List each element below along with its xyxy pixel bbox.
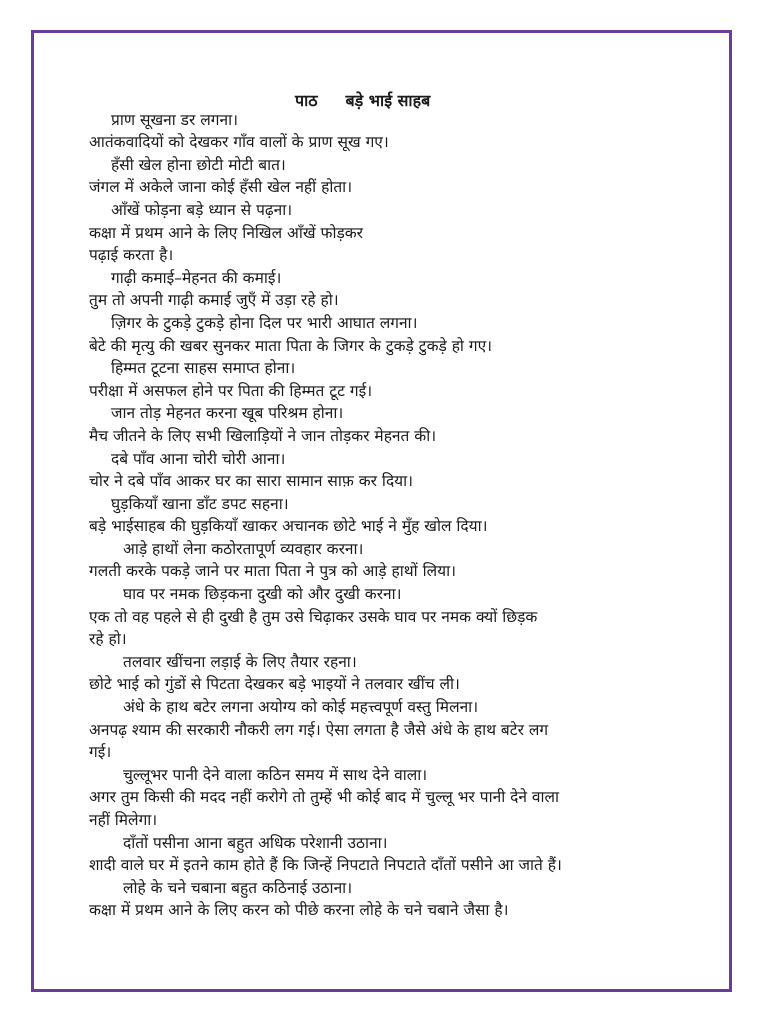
idiom-meaning-line: अंधे के हाथ बटेर लगना अयोग्य को कोई महत्त्वपूर्ण वस्तु मिलना। (123, 698, 479, 717)
example-sentence-line: छोटे भाई को गुंडों से पिटता देखकर बड़े भाइयों ने तलवार खींच ली। (89, 675, 460, 694)
idiom-meaning-line: आड़े हाथों लेना कठोरतापूर्ण व्यवहार करना। (123, 539, 364, 558)
idiom-meaning-line: चुल्लूभर पानी देने वाला कठिन समय में साथ देने वाला। (123, 765, 428, 784)
example-sentence-line: अगर तुम किसी की मदद नहीं करोगे तो तुम्हें भी कोई बाद में चुल्लू भर पानी देने वाला (89, 788, 560, 807)
example-sentence-line: मैच जीतने के लिए सभी खिलाड़ियों ने जान तोड़कर मेहनत की। (89, 426, 437, 445)
lesson-label: पाठ (295, 91, 318, 110)
example-sentence-line: पढ़ाई करता है। (89, 246, 174, 265)
idiom-meaning-line: ज़िगर के टुकड़े टुकड़े होना दिल पर भारी आघात लगना। (111, 313, 418, 332)
idiom-meaning-line: दाँतों पसीना आना बहुत अधिक परेशानी उठाना। (123, 833, 388, 852)
idiom-meaning-line: लोहे के चने चबाना बहुत कठिनाई उठाना। (123, 878, 353, 897)
idiom-meaning-line: घुड़कियाँ खाना डाँट डपट सहना। (111, 494, 289, 513)
example-sentence-line: गलती करके पकड़े जाने पर माता पिता ने पुत्र को आड़े हाथों लिया। (89, 562, 457, 581)
example-sentence-line: आतंकवादियों को देखकर गाँव वालों के प्राण सूख गए। (89, 133, 389, 152)
example-sentence-line: बड़े भाईसाहब की घुड़कियाँ खाकर अचानक छोटे भाई ने मुँह खोल दिया। (89, 517, 488, 536)
example-sentence-line: अनपढ़ श्याम की सरकारी नौकरी लग गई। ऐसा लगता है जैसे अंधे के हाथ बटेर लग (89, 720, 549, 739)
example-sentence-line: जंगल में अकेले जाना कोई हँसी खेल नहीं होता। (89, 178, 353, 197)
idiom-meaning-line: घाव पर नमक छिड़कना दुखी को और दुखी करना। (123, 585, 402, 604)
example-sentence-line: एक तो वह पहले से ही दुखी है तुम उसे चिढ़ाकर उसके घाव पर नमक क्यों छिड़क (89, 607, 538, 626)
idiom-meaning-line: आँखें फोड़ना बड़े ध्यान से पढ़ना। (111, 200, 293, 219)
example-sentence-line: गई। (89, 743, 112, 762)
example-sentence-line: बेटे की मृत्यु की खबर सुनकर माता पिता के जिगर के टुकड़े टुकड़े हो गए। (89, 336, 493, 355)
example-sentence-line: कक्षा में प्रथम आने के लिए निखिल आँखें फोड़कर (89, 223, 363, 242)
example-sentence-line: तुम तो अपनी गाढ़ी कमाई जुएँ में उड़ा रहे हो। (89, 291, 339, 310)
example-sentence-line: शादी वाले घर में इतने काम होते हैं कि जिन्हें निपटाते निपटाते दाँतों पसीने आ जाते हैं। (89, 856, 562, 875)
lesson-name: बड़े भाई साहब (345, 91, 431, 110)
idiom-meaning-line: दबे पाँव आना चोरी चोरी आना। (111, 449, 286, 468)
idiom-meaning-line: हँसी खेल होना छोटी मोटी बात। (111, 155, 286, 174)
idiom-meaning-line: जान तोड़ मेहनत करना खूब परिश्रम होना। (111, 404, 344, 423)
example-sentence-line: चोर ने दबे पाँव आकर घर का सारा सामान साफ़ कर दिया। (89, 472, 414, 491)
idiom-meaning-line: गाढ़ी कमाई–मेहनत की कमाई। (111, 268, 282, 287)
idioms-content (89, 109, 689, 922)
example-sentence-line: कक्षा में प्रथम आने के लिए करन को पीछे करना लोहे के चने चबाने जैसा है। (89, 901, 509, 920)
example-sentence-line: परीक्षा में असफल होने पर पिता की हिम्मत टूट गई। (89, 381, 373, 400)
idiom-meaning-line: तलवार खींचना लड़ाई के लिए तैयार रहना। (123, 652, 357, 671)
example-sentence-line: नहीं मिलेगा। (89, 811, 158, 829)
idiom-meaning-line: प्राण सूखना डर लगना। (111, 110, 238, 129)
example-sentence-line: रहे हो। (89, 630, 127, 649)
idiom-meaning-line: हिम्मत टूटना साहस समाप्त होना। (111, 359, 296, 378)
